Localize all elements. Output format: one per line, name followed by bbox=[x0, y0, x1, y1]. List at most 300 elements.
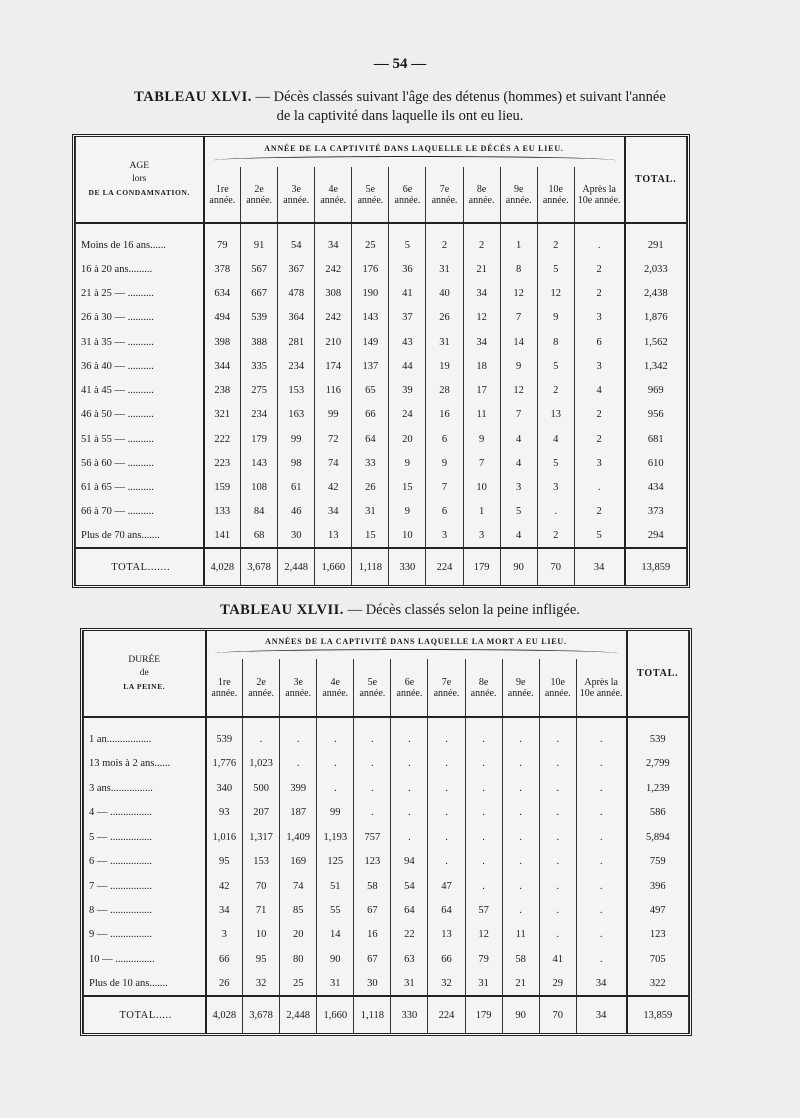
spacer-cell bbox=[243, 717, 280, 727]
cell: 9 bbox=[389, 500, 426, 524]
cell: 64 bbox=[352, 427, 389, 451]
cell: 4 bbox=[500, 427, 537, 451]
cell: . bbox=[391, 751, 428, 775]
grand-total: 13,859 bbox=[625, 548, 687, 585]
cell: . bbox=[465, 874, 502, 898]
cell: . bbox=[391, 776, 428, 800]
total-cell: 34 bbox=[576, 996, 626, 1033]
cell: 2 bbox=[574, 281, 624, 305]
spacer-cell bbox=[574, 223, 624, 233]
table47-title: TABLEAU XLVII. bbox=[220, 602, 344, 618]
cell: 16 bbox=[354, 923, 391, 947]
total-cell: 4,028 bbox=[204, 548, 241, 585]
cell: 94 bbox=[391, 849, 428, 873]
spacer-row bbox=[76, 223, 687, 233]
cell: . bbox=[465, 800, 502, 824]
spacer-cell bbox=[539, 717, 576, 727]
cell: 31 bbox=[426, 330, 463, 354]
table46-col-header: 9e année. bbox=[500, 167, 537, 223]
cell: . bbox=[354, 776, 391, 800]
cell: 234 bbox=[241, 403, 278, 427]
cell: . bbox=[539, 898, 576, 922]
total-cell: 1,660 bbox=[315, 548, 352, 585]
cell: . bbox=[465, 751, 502, 775]
cell: . bbox=[465, 849, 502, 873]
cell: 7 bbox=[426, 476, 463, 500]
row-total: 969 bbox=[625, 379, 687, 403]
row-total: 5,894 bbox=[627, 825, 689, 849]
spacer-cell bbox=[463, 223, 500, 233]
row-total: 705 bbox=[627, 947, 689, 971]
table-row bbox=[76, 427, 687, 451]
cell: 74 bbox=[280, 874, 317, 898]
cell: 68 bbox=[241, 524, 278, 548]
spacer-cell bbox=[502, 717, 539, 727]
row-label: 16 à 20 ans......... bbox=[76, 257, 204, 281]
cell: 30 bbox=[354, 972, 391, 996]
cell: 31 bbox=[465, 972, 502, 996]
spacer-cell bbox=[465, 717, 502, 727]
cell: 210 bbox=[315, 330, 352, 354]
cell: 1,193 bbox=[317, 825, 354, 849]
cell: 6 bbox=[426, 500, 463, 524]
table46-col-header: 7e année. bbox=[426, 167, 463, 223]
cell: 5 bbox=[537, 257, 574, 281]
cell: 6 bbox=[426, 427, 463, 451]
spacer-cell bbox=[76, 223, 204, 233]
row-total: 123 bbox=[627, 923, 689, 947]
cell: 63 bbox=[391, 947, 428, 971]
cell: 9 bbox=[389, 451, 426, 475]
table-row bbox=[84, 751, 689, 775]
cell: 378 bbox=[204, 257, 241, 281]
table47-col-header: 4e année. bbox=[317, 659, 354, 717]
cell: 275 bbox=[241, 379, 278, 403]
row-label: 41 à 45 — .......... bbox=[76, 379, 204, 403]
cell: 34 bbox=[315, 233, 352, 257]
row-label: 6 — ................ bbox=[84, 849, 206, 873]
cell: 7 bbox=[463, 451, 500, 475]
cell: 41 bbox=[389, 281, 426, 305]
cell: 18 bbox=[463, 354, 500, 378]
total-label: TOTAL....... bbox=[76, 548, 204, 585]
row-label: 7 — ................ bbox=[84, 874, 206, 898]
table-row bbox=[76, 233, 687, 257]
row-total: 610 bbox=[625, 451, 687, 475]
spacer-cell bbox=[241, 223, 278, 233]
cell: 5 bbox=[389, 233, 426, 257]
cell: 22 bbox=[391, 923, 428, 947]
cell: 40 bbox=[426, 281, 463, 305]
cell: . bbox=[502, 727, 539, 751]
cell: 58 bbox=[502, 947, 539, 971]
cell: 2 bbox=[426, 233, 463, 257]
cell: . bbox=[539, 727, 576, 751]
cell: 66 bbox=[206, 947, 243, 971]
cell: 39 bbox=[389, 379, 426, 403]
cell: 539 bbox=[206, 727, 243, 751]
cell: 15 bbox=[352, 524, 389, 548]
table46-total-header: TOTAL. bbox=[625, 137, 687, 223]
cell: 539 bbox=[241, 306, 278, 330]
cell: 12 bbox=[500, 281, 537, 305]
cell: . bbox=[576, 751, 626, 775]
cell: 3 bbox=[574, 306, 624, 330]
cell: 72 bbox=[315, 427, 352, 451]
cell: 388 bbox=[241, 330, 278, 354]
cell: 51 bbox=[317, 874, 354, 898]
row-total: 434 bbox=[625, 476, 687, 500]
cell: 14 bbox=[500, 330, 537, 354]
cell: 17 bbox=[463, 379, 500, 403]
cell: 30 bbox=[278, 524, 315, 548]
row-total: 1,239 bbox=[627, 776, 689, 800]
cell: 19 bbox=[426, 354, 463, 378]
row-total: 373 bbox=[625, 500, 687, 524]
total-row bbox=[84, 996, 689, 1033]
cell: 137 bbox=[352, 354, 389, 378]
cell: . bbox=[354, 751, 391, 775]
table46-grid bbox=[75, 137, 687, 585]
spacer-cell bbox=[576, 717, 626, 727]
cell: . bbox=[574, 476, 624, 500]
table-row bbox=[84, 776, 689, 800]
cell: 25 bbox=[280, 972, 317, 996]
cell: 364 bbox=[278, 306, 315, 330]
cell: . bbox=[317, 751, 354, 775]
cell: 54 bbox=[278, 233, 315, 257]
cell: . bbox=[465, 776, 502, 800]
row-label: 66 à 70 — .......... bbox=[76, 500, 204, 524]
cell: . bbox=[391, 825, 428, 849]
cell: 95 bbox=[206, 849, 243, 873]
cell: . bbox=[576, 947, 626, 971]
row-label: 4 — ................ bbox=[84, 800, 206, 824]
total-cell: 2,448 bbox=[280, 996, 317, 1033]
table46-title: TABLEAU XLVI. bbox=[134, 89, 252, 105]
cell: . bbox=[576, 898, 626, 922]
cell: 2 bbox=[574, 257, 624, 281]
table46-col-header: 8e année. bbox=[463, 167, 500, 223]
cell: 634 bbox=[204, 281, 241, 305]
cell: . bbox=[317, 727, 354, 751]
table46-col-header: 2e année. bbox=[241, 167, 278, 223]
row-label: Plus de 70 ans....... bbox=[76, 524, 204, 548]
cell: 116 bbox=[315, 379, 352, 403]
cell: 281 bbox=[278, 330, 315, 354]
cell: 2 bbox=[463, 233, 500, 257]
table46-rowhead bbox=[76, 137, 204, 223]
row-label: 31 à 35 — .......... bbox=[76, 330, 204, 354]
total-cell: 3,678 bbox=[243, 996, 280, 1033]
cell: 91 bbox=[241, 233, 278, 257]
row-label: 8 — ................ bbox=[84, 898, 206, 922]
cell: . bbox=[243, 727, 280, 751]
cell: 36 bbox=[389, 257, 426, 281]
cell: 13 bbox=[315, 524, 352, 548]
cell: 567 bbox=[241, 257, 278, 281]
row-label: 21 à 25 — .......... bbox=[76, 281, 204, 305]
cell: 67 bbox=[354, 947, 391, 971]
cell: 3 bbox=[574, 451, 624, 475]
table47-grid bbox=[83, 631, 689, 1033]
cell: 66 bbox=[352, 403, 389, 427]
row-label: 3 ans................ bbox=[84, 776, 206, 800]
cell: 66 bbox=[428, 947, 465, 971]
cell: 34 bbox=[463, 281, 500, 305]
cell: 34 bbox=[315, 500, 352, 524]
table-row bbox=[84, 874, 689, 898]
cell: 21 bbox=[463, 257, 500, 281]
cell: . bbox=[280, 727, 317, 751]
row-total: 539 bbox=[627, 727, 689, 751]
cell: 344 bbox=[204, 354, 241, 378]
cell: 335 bbox=[241, 354, 278, 378]
cell: 79 bbox=[204, 233, 241, 257]
cell: . bbox=[502, 825, 539, 849]
row-total: 586 bbox=[627, 800, 689, 824]
spacer-cell bbox=[428, 717, 465, 727]
cell: . bbox=[539, 825, 576, 849]
cell: 3 bbox=[206, 923, 243, 947]
cell: 12 bbox=[463, 306, 500, 330]
total-cell: 34 bbox=[574, 548, 624, 585]
cell: 64 bbox=[428, 898, 465, 922]
cell: 2 bbox=[574, 500, 624, 524]
cell: 149 bbox=[352, 330, 389, 354]
row-label: 1 an................. bbox=[84, 727, 206, 751]
cell: 34 bbox=[463, 330, 500, 354]
cell: . bbox=[576, 800, 626, 824]
cell: 143 bbox=[241, 451, 278, 475]
brace bbox=[215, 649, 618, 658]
cell: 4 bbox=[500, 451, 537, 475]
row-total: 497 bbox=[627, 898, 689, 922]
cell: 187 bbox=[280, 800, 317, 824]
cell: . bbox=[502, 874, 539, 898]
row-label: 5 — ................ bbox=[84, 825, 206, 849]
row-total: 1,876 bbox=[625, 306, 687, 330]
cell: 242 bbox=[315, 257, 352, 281]
row-total: 956 bbox=[625, 403, 687, 427]
cell: 5 bbox=[500, 500, 537, 524]
cell: 6 bbox=[574, 330, 624, 354]
cell: 14 bbox=[317, 923, 354, 947]
cell: 3 bbox=[537, 476, 574, 500]
cell: . bbox=[465, 825, 502, 849]
row-total: 322 bbox=[627, 972, 689, 996]
cell: 32 bbox=[428, 972, 465, 996]
table-row bbox=[84, 800, 689, 824]
row-label: 51 à 55 — .......... bbox=[76, 427, 204, 451]
cell: 3 bbox=[500, 476, 537, 500]
cell: 99 bbox=[315, 403, 352, 427]
table46-caption bbox=[0, 88, 800, 126]
cell: . bbox=[576, 849, 626, 873]
table47-rowhead-line1: DURÉE bbox=[128, 654, 161, 665]
cell: 46 bbox=[278, 500, 315, 524]
cell: 8 bbox=[537, 330, 574, 354]
table47-col-header: 1re année. bbox=[206, 659, 243, 717]
table47-group-header-text: ANNÉES DE LA CAPTIVITÉ DANS LAQUELLE LA MORT A EU LIEU. bbox=[265, 637, 567, 646]
cell: 3 bbox=[574, 354, 624, 378]
cell: 153 bbox=[278, 379, 315, 403]
cell: 2 bbox=[537, 524, 574, 548]
cell: 37 bbox=[389, 306, 426, 330]
table-row bbox=[84, 972, 689, 996]
total-cell: 1,118 bbox=[352, 548, 389, 585]
row-label: 36 à 40 — .......... bbox=[76, 354, 204, 378]
cell: 9 bbox=[463, 427, 500, 451]
cell: 26 bbox=[206, 972, 243, 996]
cell: . bbox=[428, 800, 465, 824]
row-total: 759 bbox=[627, 849, 689, 873]
cell: . bbox=[465, 727, 502, 751]
cell: . bbox=[539, 874, 576, 898]
cell: . bbox=[502, 751, 539, 775]
total-cell: 70 bbox=[539, 996, 576, 1033]
cell: 90 bbox=[317, 947, 354, 971]
cell: . bbox=[280, 751, 317, 775]
total-row bbox=[76, 548, 687, 585]
table-row bbox=[84, 825, 689, 849]
cell: 179 bbox=[241, 427, 278, 451]
table47-caption bbox=[0, 601, 800, 620]
spacer-cell bbox=[354, 717, 391, 727]
spacer-cell bbox=[315, 223, 352, 233]
cell: . bbox=[537, 500, 574, 524]
cell: 98 bbox=[278, 451, 315, 475]
table47 bbox=[80, 628, 692, 1036]
row-label: 13 mois à 2 ans...... bbox=[84, 751, 206, 775]
cell: 79 bbox=[465, 947, 502, 971]
cell: 67 bbox=[354, 898, 391, 922]
row-total: 1,342 bbox=[625, 354, 687, 378]
cell: 47 bbox=[428, 874, 465, 898]
cell: . bbox=[428, 751, 465, 775]
cell: 80 bbox=[280, 947, 317, 971]
cell: 42 bbox=[206, 874, 243, 898]
cell: 1,776 bbox=[206, 751, 243, 775]
table47-col-header: 7e année. bbox=[428, 659, 465, 717]
table-row bbox=[76, 281, 687, 305]
table47-col-header: Après la 10e année. bbox=[576, 659, 626, 717]
cell: 25 bbox=[352, 233, 389, 257]
total-cell: 1,118 bbox=[354, 996, 391, 1033]
cell: 2 bbox=[537, 379, 574, 403]
cell: . bbox=[354, 727, 391, 751]
cell: 4 bbox=[500, 524, 537, 548]
cell: 43 bbox=[389, 330, 426, 354]
spacer-cell bbox=[625, 223, 687, 233]
cell: 4 bbox=[574, 379, 624, 403]
row-label: 9 — ................ bbox=[84, 923, 206, 947]
cell: . bbox=[502, 776, 539, 800]
row-total: 291 bbox=[625, 233, 687, 257]
cell: 340 bbox=[206, 776, 243, 800]
cell: . bbox=[574, 233, 624, 257]
table46-col-header: 4e année. bbox=[315, 167, 352, 223]
table-row bbox=[76, 476, 687, 500]
total-label: TOTAL..... bbox=[84, 996, 206, 1033]
cell: 84 bbox=[241, 500, 278, 524]
table-row bbox=[76, 403, 687, 427]
cell: 399 bbox=[280, 776, 317, 800]
row-total: 396 bbox=[627, 874, 689, 898]
brace bbox=[213, 156, 616, 165]
cell: 174 bbox=[315, 354, 352, 378]
page-number: — 54 — bbox=[373, 56, 427, 72]
grand-total: 13,859 bbox=[627, 996, 689, 1033]
cell: 93 bbox=[206, 800, 243, 824]
cell: 13 bbox=[537, 403, 574, 427]
cell: 65 bbox=[352, 379, 389, 403]
row-label: 56 à 60 — .......... bbox=[76, 451, 204, 475]
table46-col-header: 10e année. bbox=[537, 167, 574, 223]
spacer-cell bbox=[280, 717, 317, 727]
cell: 238 bbox=[204, 379, 241, 403]
cell: 1 bbox=[463, 500, 500, 524]
cell: 7 bbox=[500, 403, 537, 427]
cell: 61 bbox=[278, 476, 315, 500]
spacer-cell bbox=[278, 223, 315, 233]
table-row bbox=[76, 500, 687, 524]
total-cell: 330 bbox=[389, 548, 426, 585]
cell: 26 bbox=[426, 306, 463, 330]
row-label: 10 — ............... bbox=[84, 947, 206, 971]
cell: 3 bbox=[426, 524, 463, 548]
cell: 71 bbox=[243, 898, 280, 922]
cell: 234 bbox=[278, 354, 315, 378]
cell: . bbox=[576, 923, 626, 947]
table46-col-header: 1re année. bbox=[204, 167, 241, 223]
cell: 31 bbox=[352, 500, 389, 524]
cell: . bbox=[576, 776, 626, 800]
spacer-cell bbox=[317, 717, 354, 727]
cell: 207 bbox=[243, 800, 280, 824]
table46-col-header: 3e année. bbox=[278, 167, 315, 223]
cell: 1,317 bbox=[243, 825, 280, 849]
spacer-row bbox=[84, 717, 689, 727]
table-row bbox=[76, 524, 687, 548]
cell: 125 bbox=[317, 849, 354, 873]
table46-rowhead-line3: DE LA CONDAMNATION. bbox=[88, 187, 190, 197]
row-total: 1,562 bbox=[625, 330, 687, 354]
total-cell: 90 bbox=[500, 548, 537, 585]
total-cell: 224 bbox=[426, 548, 463, 585]
table47-col-header: 6e année. bbox=[391, 659, 428, 717]
row-label: Moins de 16 ans...... bbox=[76, 233, 204, 257]
cell: 11 bbox=[463, 403, 500, 427]
cell: 34 bbox=[206, 898, 243, 922]
total-cell: 90 bbox=[502, 996, 539, 1033]
cell: 500 bbox=[243, 776, 280, 800]
cell: . bbox=[428, 776, 465, 800]
cell: 757 bbox=[354, 825, 391, 849]
table46 bbox=[72, 134, 690, 588]
cell: 10 bbox=[389, 524, 426, 548]
cell: 5 bbox=[537, 451, 574, 475]
total-cell: 2,448 bbox=[278, 548, 315, 585]
cell: 2 bbox=[574, 427, 624, 451]
cell: 41 bbox=[539, 947, 576, 971]
table47-rowhead bbox=[84, 631, 206, 717]
cell: 143 bbox=[352, 306, 389, 330]
cell: 5 bbox=[537, 354, 574, 378]
cell: 2 bbox=[574, 403, 624, 427]
row-total: 294 bbox=[625, 524, 687, 548]
cell: 242 bbox=[315, 306, 352, 330]
